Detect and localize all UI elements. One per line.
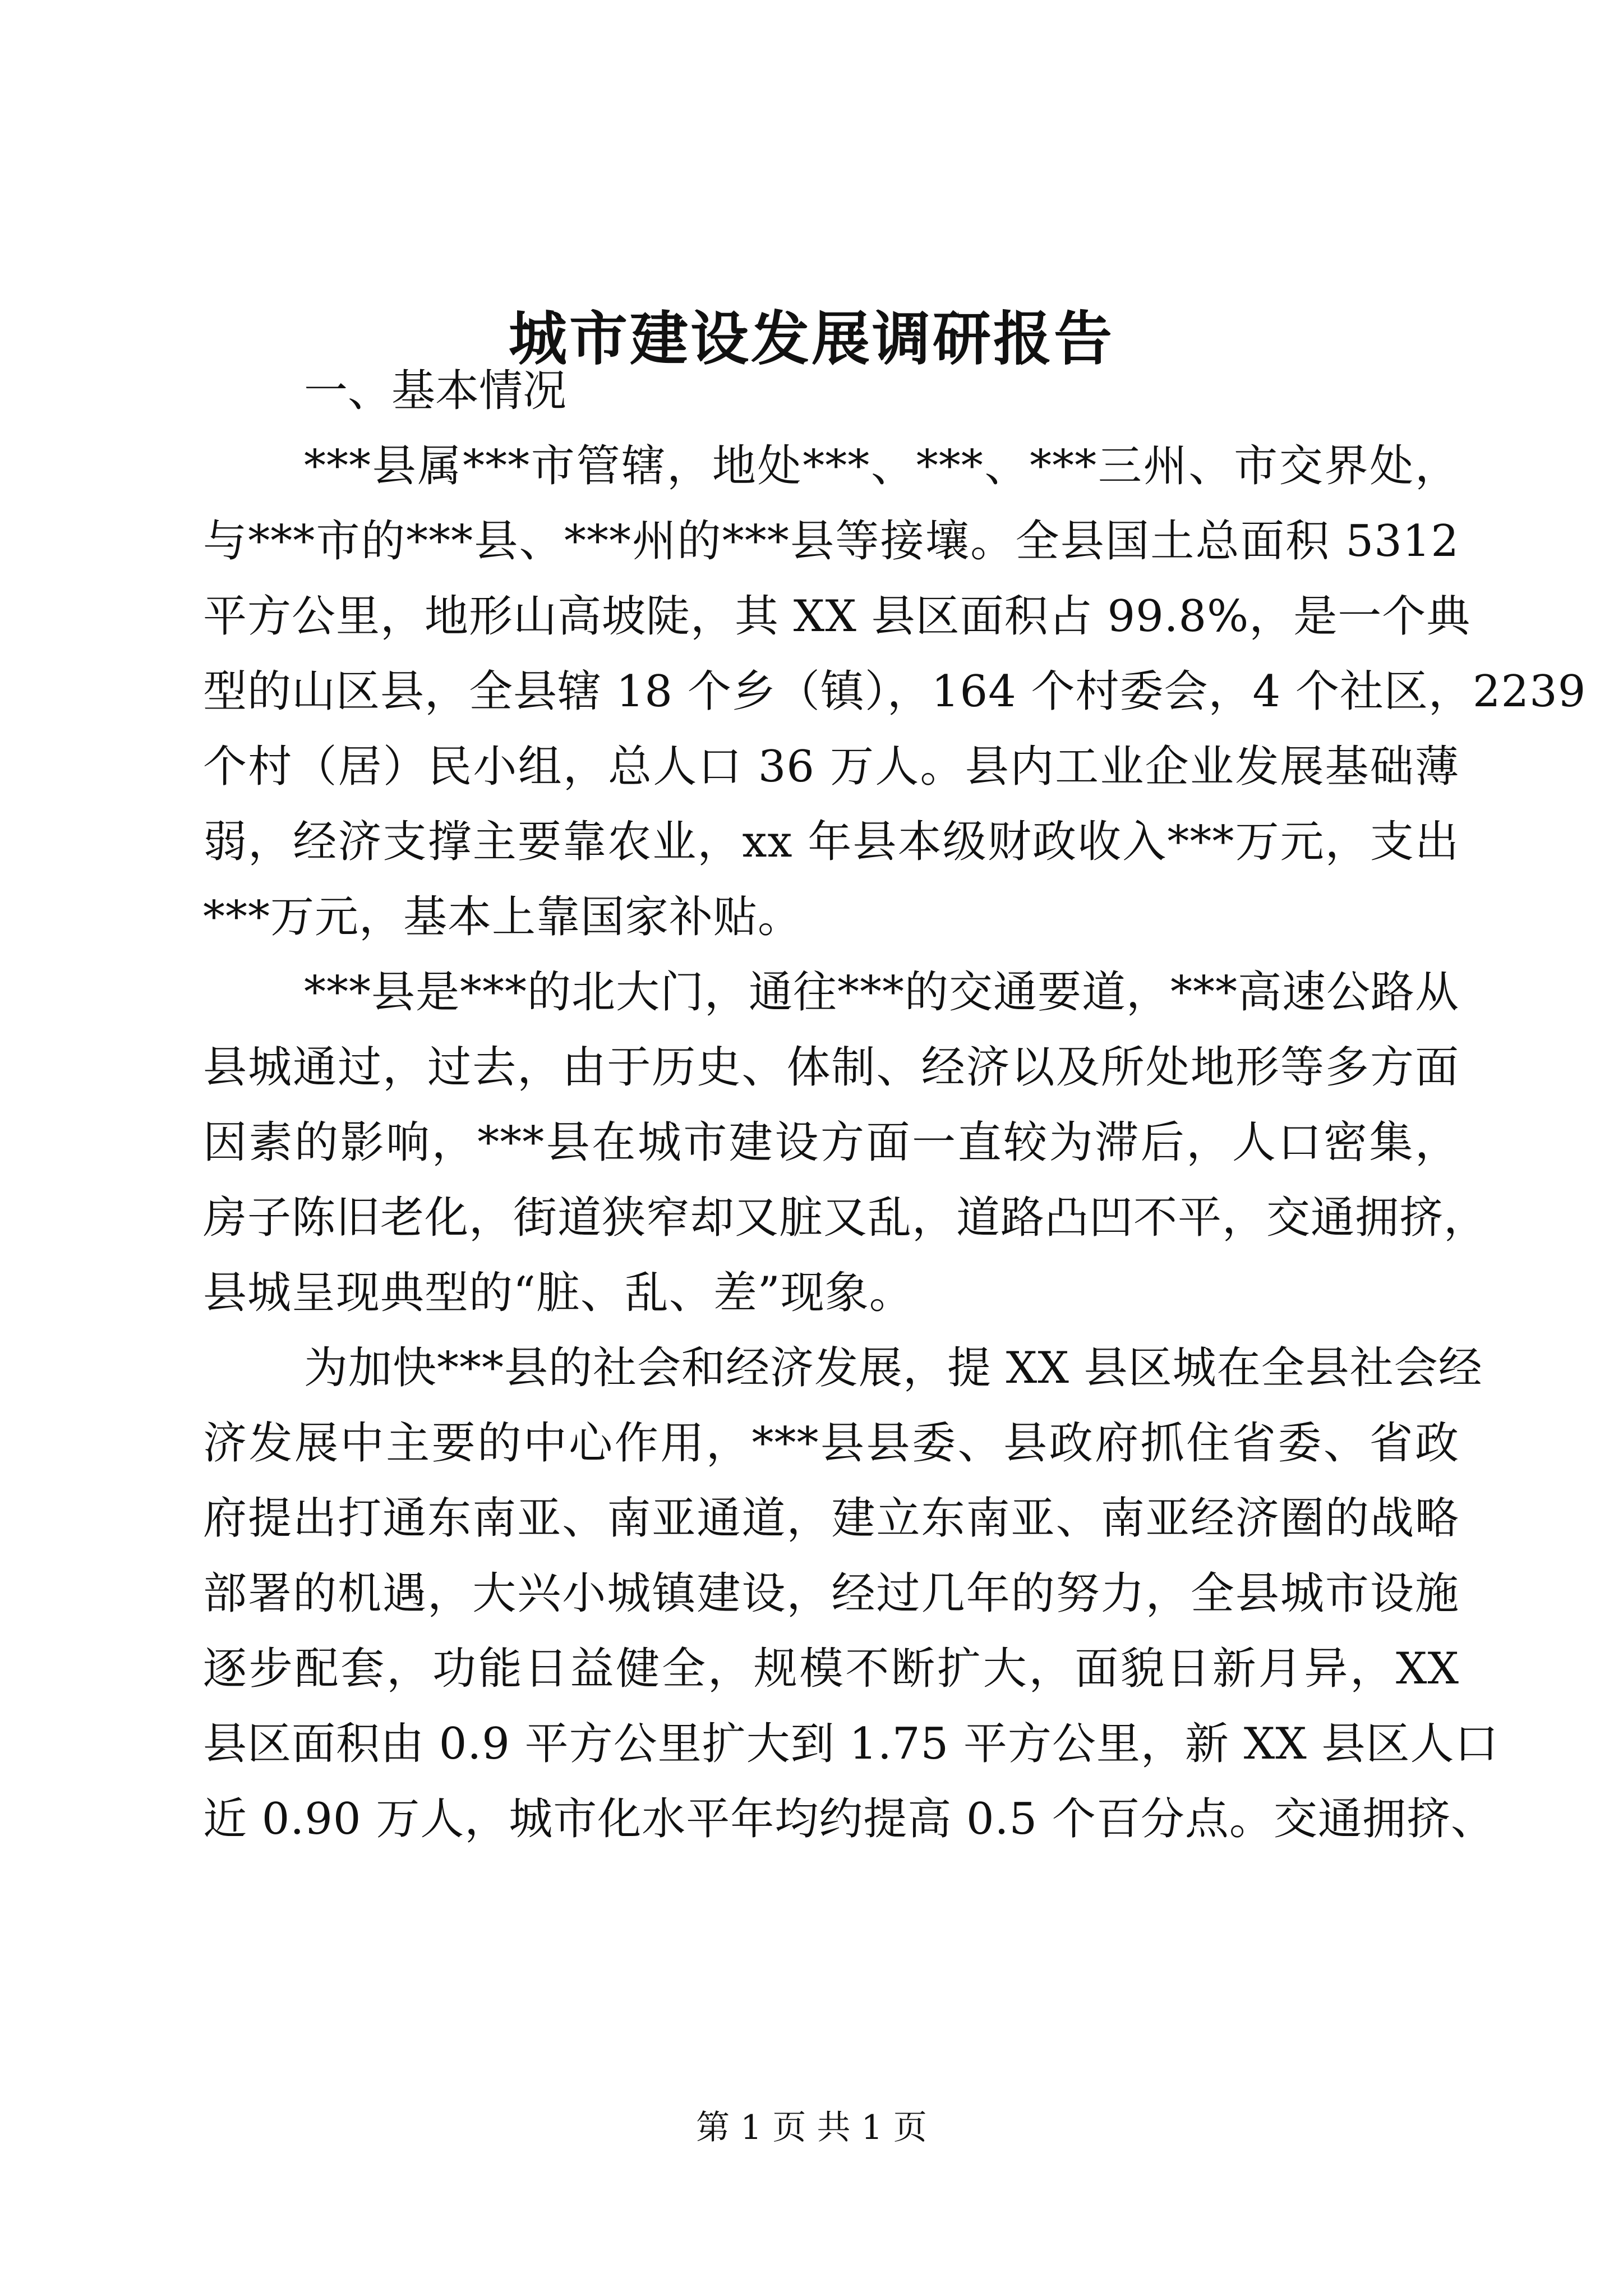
document-body bbox=[203, 353, 1587, 1857]
paragraph-line: ***县是***的北大门，通往***的交通要道，***高速公路从 bbox=[304, 967, 1460, 1018]
paragraph-3 bbox=[203, 1331, 1499, 1857]
paragraph-line: 逐步配套，功能日益健全，规模不断扩大，面貌日新月异，XX bbox=[203, 1644, 1459, 1694]
paragraph-line: 与***市的***县、***州的***县等接壤。全县国土总面积 5312 bbox=[203, 516, 1459, 567]
paragraph-1 bbox=[203, 429, 1587, 955]
paragraph-line: 平方公里，地形山高坡陡，其 XX 县区面积占 99.8%，是一个典 bbox=[203, 591, 1471, 642]
page-title: 城市建设发展调研报告 bbox=[508, 304, 1114, 373]
paragraph-line: 个村（居）民小组，总人口 36 万人。县内工业企业发展基础薄 bbox=[203, 742, 1459, 792]
paragraph-line: 县城呈现典型的“脏、乱、差”现象。 bbox=[203, 1268, 914, 1318]
paragraph-line: 济发展中主要的中心作用，***县县委、县政府抓住省委、省政 bbox=[203, 1418, 1459, 1469]
paragraph-2 bbox=[203, 955, 1488, 1331]
paragraph-line: 县区面积由 0.9 平方公里扩大到 1.75 平方公里，新 XX 县区人口 bbox=[203, 1719, 1499, 1769]
paragraph-line: 房子陈旧老化，街道狭窄却又脏又乱，道路凸凹不平，交通拥挤， bbox=[203, 1193, 1488, 1243]
paragraph-line: 弱，经济支撑主要靠农业，xx 年县本级财政收入***万元，支出 bbox=[203, 817, 1459, 867]
paragraph-line: 府提出打通东南亚、南亚通道，建立东南亚、南亚经济圈的战略 bbox=[203, 1493, 1459, 1544]
paragraph-line: ***县属***市管辖，地处***、***、***三州、市交界处， bbox=[304, 441, 1459, 491]
paragraph-line: 近 0.90 万人，城市化水平年均约提高 0.5 个百分点。交通拥挤、 bbox=[203, 1794, 1495, 1844]
paragraph-line: 县城通过，过去，由于历史、体制、经济以及所处地形等多方面 bbox=[203, 1042, 1459, 1093]
paragraph-line: 部署的机遇，大兴小城镇建设，经过几年的努力，全县城市设施 bbox=[203, 1568, 1459, 1619]
section-heading: 一、基本情况 bbox=[304, 366, 567, 416]
paragraph-line: 型的山区县，全县辖 18 个乡（镇），164 个村委会，4 个社区，2239 bbox=[203, 666, 1587, 717]
paragraph-line: 为加快***县的社会和经济发展，提 XX 县区城在全县社会经 bbox=[304, 1343, 1483, 1393]
paragraph-line: 因素的影响，***县在城市建设方面一直较为滞后，人口密集， bbox=[203, 1117, 1459, 1168]
page-footer: 第 1 页 共 1 页 bbox=[696, 2108, 927, 2147]
paragraph-line: ***万元，基本上靠国家补贴。 bbox=[203, 892, 803, 942]
